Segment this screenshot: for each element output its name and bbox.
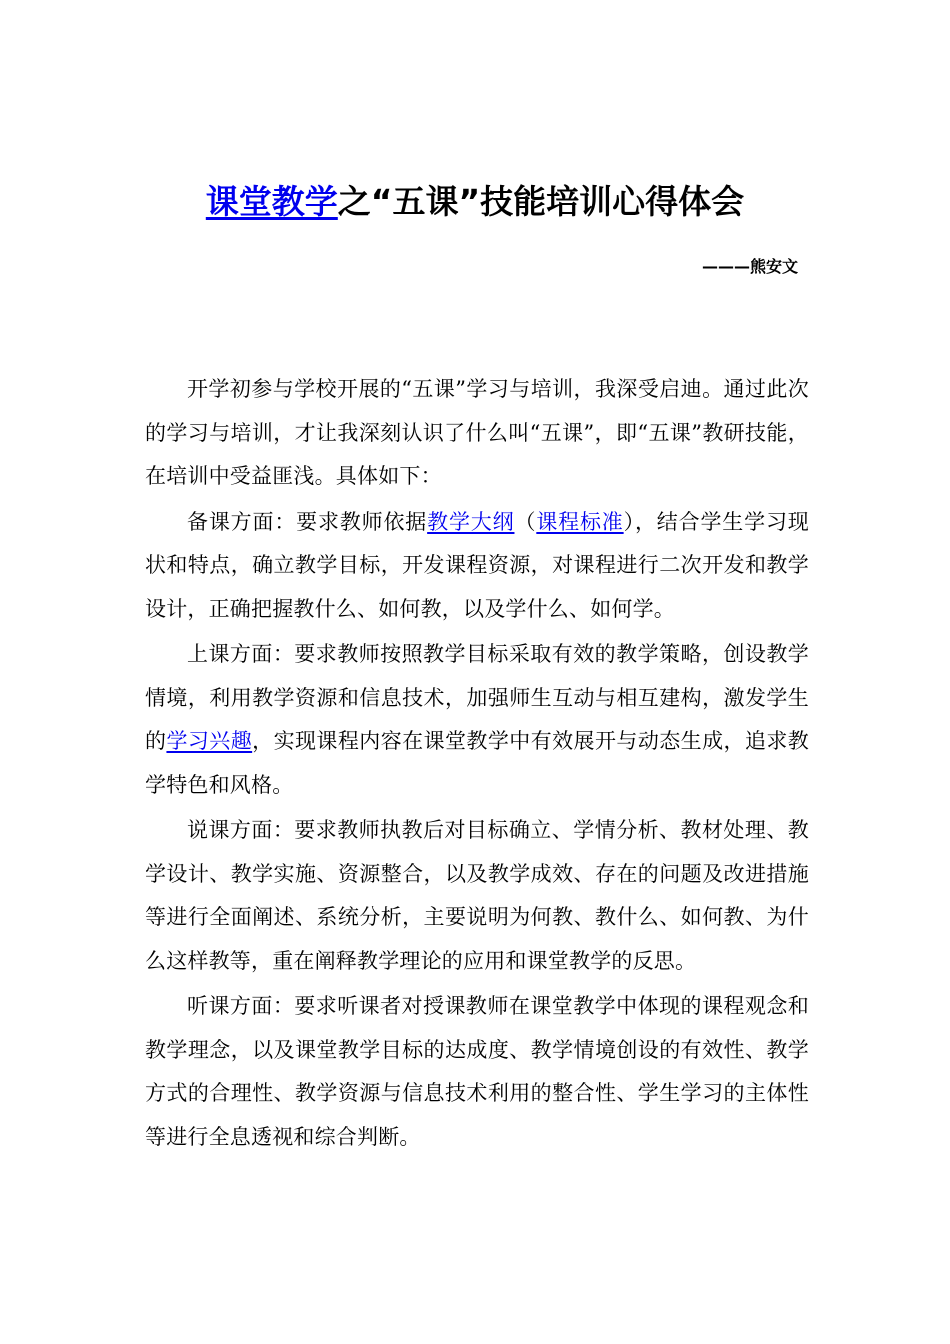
title-rest: 之“五课”技能培训心得体会 [337,182,745,221]
document-title [0,176,950,228]
paragraph-lesson-observation: 听课方面：要求听课者对授课教师在课堂教学中体现的课程观念和教学理念，以及课堂教学目标的达成度、教学情境创设的有效性、教学方式的合理性、教学资源与信息技术利用的整合性、学生学习的主体性等进行全息透视和综合判断。 [145,994,809,1149]
link-teaching-syllabus[interactable]: 教学大纲 [427,509,515,534]
text-segment: （ [514,509,537,534]
paragraph-intro: 开学初参与学校开展的“五课”学习与培训，我深受启迪。通过此次的学习与培训，才让我深刻认识了什么叫“五课”，即“五课”教研技能，在培训中受益匪浅。具体如下： [145,377,809,488]
text-segment: ），结合学生学习现状和特点，确立教学目标，开发课程资源，对课程进行二次开发和教学设计，正确把握教什么、如何教，以及学什么、如何学。 [145,509,809,621]
paragraph-teaching [145,633,809,807]
paragraph-lesson-presentation: 说课方面：要求教师执教后对目标确立、学情分析、教材处理、教学设计、教学实施、资源整合，以及教学成效、存在的问题及改进措施等进行全面阐述、系统分析，主要说明为何教、教什么、如何教、为什么这样教等，重在阐释教学理论的应用和课堂教学的反思。 [145,818,809,973]
title-link-classroom-teaching[interactable]: 课堂教学 [205,182,338,221]
author-byline: ———熊安文 [701,257,798,276]
text-segment: ，实现课程内容在课堂教学中有效展开与动态生成，追求教学特色和风格。 [145,729,810,797]
text-segment: 备课方面：要求教师依据 [187,509,428,534]
text-segment: 上课方面：要求教师按照教学目标采取有效的教学策略，创设教学情境，利用教学资源和信息技术，加强师生互动与相互建构，激发学生的 [145,642,809,753]
link-curriculum-standard[interactable]: 课程标准 [536,509,624,534]
document-body [145,368,809,1161]
paragraph-lesson-preparation [145,501,809,632]
link-learning-interest[interactable]: 学习兴趣 [166,729,253,753]
